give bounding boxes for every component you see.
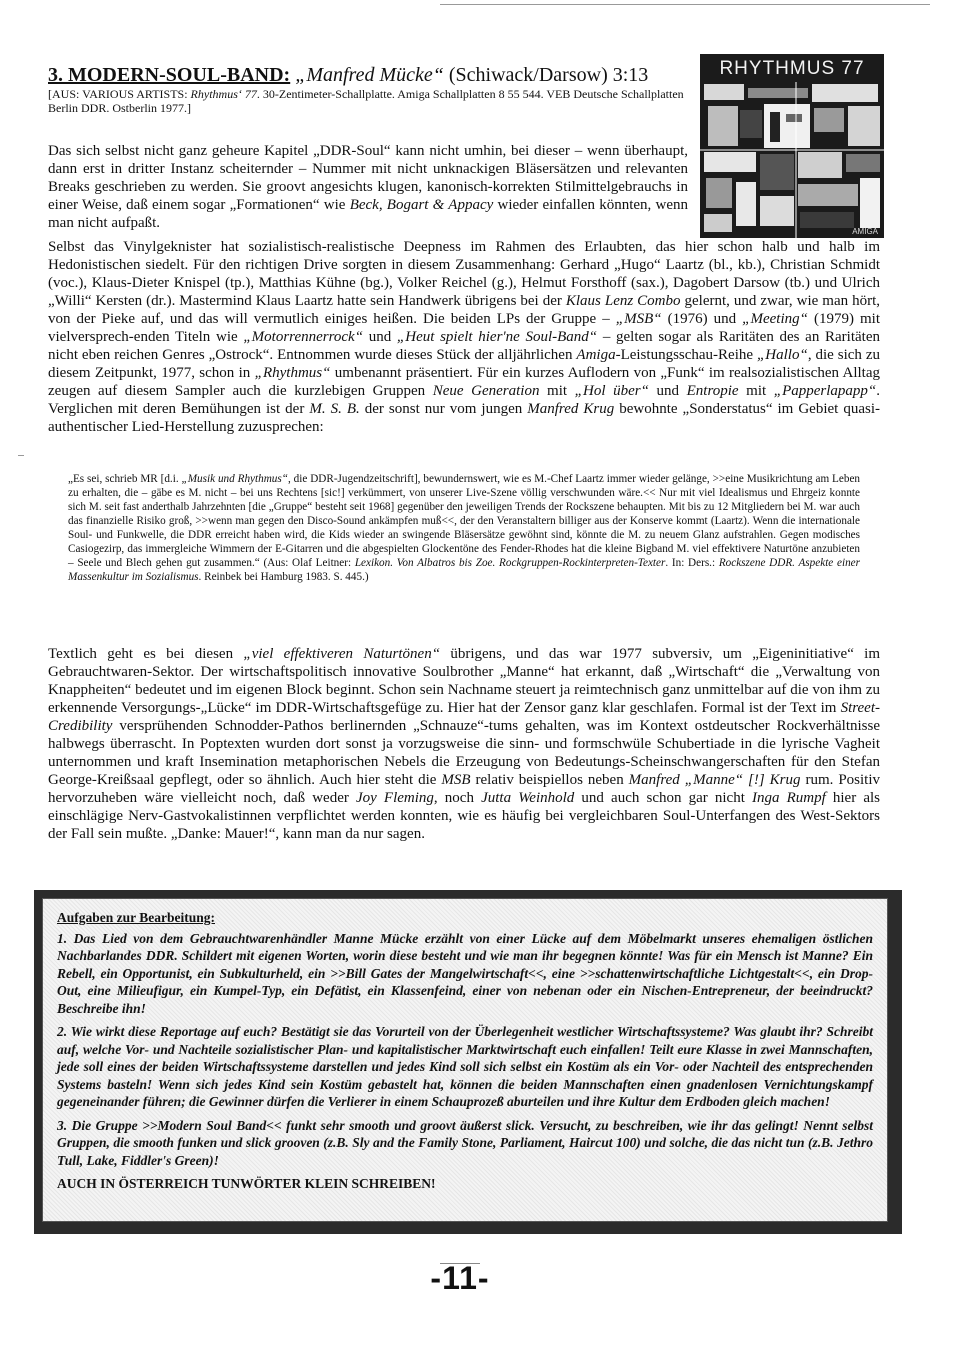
section-number: 3. MODERN-SOUL-BAND: [48,64,291,86]
song-credits: (Schiwack/Darsow) 3:13 [443,64,649,86]
top-rule [440,4,930,5]
tasks-title: Aufgaben zur Bearbeitung: [57,910,216,925]
paragraph-3: Textlich geht es bei diesen „viel effektiveren Naturtönen“ übrigens, und das war 1977 subversiv, um „Eigeninitiative“ im Gebrauchtwaren-Sektor. Der wirtschaftspolitisch innovative Soulbrother „Manne“ hat erkannt, daß „Wirtschaft“ die „Verwaltung von Knappheiten“ bedeutet und im eigenen Block beginnt. Schon sein Nachname steuert ja reimtechnisch ganz unmittelbar auf die von ihm zu erkennende Versorgungs-„Lücke“ im DDR-Wirtschaftsgefüge zu. Hier hat der Zensor ganz klar geschlafen. Formal ist der Text im Street-Credibility versprühenden Schnodder-Pathos berlinernden „Schnauze“-tums gehalten, was im Kontext ostdeutscher Rockverhältnisse halbwegs überrascht. In Poptexten wurden dort sonst ja vorzugsweise die sinn- und formschwüle Schubertiade in die lyrische Vagheit unternommen und kraft Insemination metaphorischen Nebels die Erzeugung von Bedeutungs-Scheinschwangerschaften für den Stefan George-Kreißsaal gepflegt, oder so ähnlich. Auch hier steht die MSB relativ beispiellos neben Manfred „Manne“ [!] Krug rum. Positiv hervorzuheben wäre vielleicht noch, daß weder Joy Fleming, noch Jutta Weinhold und auch schon gar nicht Inga Rumpf hier als einschlägige Nerv-Gastvokalistinnen verpflichtet werden konnten, wie es häufig bei vergleichbaren Soul-Unterfangen des West-Sektors der Fall sein mußte. „Danke: Mauer!“, kann man da nur sagen. [48,646,881,842]
tasks-content [57,909,873,1193]
paragraph-2: Selbst das Vinylgeknister hat sozialistisch-realistische Deepness im Rahmen des Erlaubten, das hier schon halb und halb im Hedonistischen siedelt. Für den richtigen Drive sorgten in diesem Zusammenhang: Gerhard „Hugo“ Laartz (bl., kb.), Christian Schmidt (voc.), Klaus-Dieter Knispel (tp.), Matthias Kühne (bg.), Volker Reichel (g.), Helmut Forsthoff (sax.), Dagobert Darsow (tb.) und Ulrich „Willi“ Kersten (dr.). Mastermind Klaus Laartz hatte sein Handwerk übrigens bei der Klaus Lenz Combo gelernt, und zwar, wie man hört, von der Pieke auf, und das will vermutlich einiges heißen. Die beiden LPs der Gruppe – „MSB“ (1976) und „Meeting“ (1979) mit vielversprech-enden Titeln wie „Motorrennerrock“ und „Heut spielt hier'ne Soul-Band“ – gelten sogar als Raritäten des an Raritäten nicht eben reichen Genres „Ostrock“. Entnommen wurde dieses Stück der alljährlichen Amiga-Leistungsschau-Reihe „Hallo“, die sich zu diesem Zeitpunkt, 1977, schon in „Rhythmus“ umbenannt präsentiert. Für ein kurzes Auflodern von „Funk“ im realsozialistischen Alltag zeugen auf diesem Sampler auch die kurzlebigen Gruppen Neue Generation mit „Hol über“ und Entropie mit „Papperlapapp“. Verglichen mit deren Bemühungen ist der M. S. B. der sonst nur vom jungen Manfred Krug bewohnte „Sonderstatus“ im Gebiet quasi-authentischer Lied-Herstellung zuzusprechen: [48,239,881,435]
task-3: 3. Die Gruppe >>Modern Soul Band<< funkt sehr smooth und groovt äußerst slick. Versucht, zu beschreiben, wie ihr das gelingt! Nennt selbst Gruppen, die smooth funken und slick grooven (z.B. Sly and the Family Stone, Parliament, Haircut 100) und solche, die das nicht tun (z.B. Jethro Tull, Lake, Fiddler's Green)! [57,1117,873,1168]
task-1: 1. Das Lied von dem Gebrauchtwarenhändler Manne Mücke erzählt von einer Lücke auf dem Möbelmarkt unseres ehemaligen östlichen Nachbarlandes DDR. Schildert mit eigenen Worten, worin diese besteht und wie man ihr begegnen könnte! Was für ein Mensch ist Manne? Ein Rebell, ein Opportunist, ein Subkulturheld, ein >>Bill Gates der Mangelwirtschaft<<, eine >>schattenwirtschaftliche Lichtgestalt<<, ein Drop-Out, eine Milieufigur, ein Kumpel-Typ, ein Defätist, ein Klassenfeind, einer von nebenan oder ein Nischen-Entrepreneur, der beeindruckt? Beschreibe ihn! [57,930,873,1016]
tasks-final-note: AUCH IN ÖSTERREICH TUNWÖRTER KLEIN SCHREIBEN! [57,1176,436,1191]
margin-mark [18,455,24,456]
album-cover-image [700,54,884,238]
song-title: „Manfred Mücke“ [295,64,444,86]
song-heading [48,64,688,86]
song-header [48,64,688,115]
paragraph-1: Das sich selbst nicht ganz geheure Kapitel „DDR-Soul“ kann nicht umhin, bei dieser – wenn überhaupt, dann erst in dritter Instanz scheiternder – Nummer mit nicht unknackigen Bläsersätzen und relevanten Breaks geschrieben zu werden. Sie groovt angesichts klugen, kanonisch-korrekten Stilmittelgebrauchs in einer Weise, daß einem sogar „Formationen“ wie Beck, Bogart & Appacy wieder einfallen könnten, wenn man nicht aufpaßt. [48,143,688,231]
record-source: [AUS: VARIOUS ARTISTS: Rhythmus‘ 77. 30-Zentimeter-Schallplatte. Amiga Schallplatten 8 55 544. VEB Deutsche Schallplatten Berlin DDR. Ostberlin 1977.] [48,87,684,115]
album-cover-art [700,54,884,238]
cover-title: RHYTHMUS 77 [719,58,865,79]
tasks-panel [42,898,888,1222]
page-number: -11- [430,1260,490,1296]
tasks-box [34,890,902,1234]
task-2: 2. Wie wirkt diese Reportage auf euch? Bestätigt sie das Vorurteil von der Überlegenheit westlicher Wirtschaftssysteme? Was glaubt ihr? Schreibt auf, welche Vor- und Nachteile sozialistischer Plan- und kapitalistischer Marktwirtschaft euch einfallen! Teilt eure Klasse in zwei Mannschaften, jede soll eines der beiden Wirtschaftssysteme darstellen und jedes Kind soll sich selbst ein Kostüm als ein Vor- oder Nachteil des entsprechenden Systems basteln! Wenn sich jedes Kind sein Kostüm gebastelt hat, können die beiden Mannschaften einen gnadenlosen Vernichtungskampf gegeneinander führen; die Gewinner dürfen die Verlierer in einem Schauprozeß aburteilen und ihre Kultur dem Erdboden gleich machen! [57,1024,873,1109]
block-quote: „Es sei, schrieb MR [d.i. „Musik und Rhythmus“, die DDR-Jugendzeitschrift], bewundernswert, wie es M.-Chef Laartz immer wieder gelänge, >>eine Musikrichtung am Leben zu erhalten, die – gäbe es M. nicht – bei uns Rechtens [sic!] verkümmert, von unserer Live-Szene völlig verschwunden wäre.<< Nur mit viel Idealismus und Ehrgeiz konnte sich M. seit fast anderthalb Jahrzehnten [die „Gruppe“ besteht seit 1968] gegenüber den jeweiligen Trends der Rockszene behaupten. Mit bis zu 12 Mitgliedern bei M. war auch das finanzielle Risiko groß, >>wenn man gegen den Disco-Sound ankämpfen muß<<, der den Veranstaltern billiger aus der Konserve kommt (Laartz). Wenn die internationale Soul- und Funkwelle, die DDR erreicht haben wird, die Kids wieder an swingende Bläsersätze gewöhnt sind, könnte die M. zu neuem Glanz aufstrahlen. Gegen modisches Casiogezirp, das immergleiche Wimmern der E-Gitarren und die abgespielten Glockentöne des Fender-Rhodes hat die kleine Bigband M. viel effektivere Naturtöne anzubieten – Seele und Blech gehen gut zusammen.“ (Aus: Olaf Leitner: Lexikon. Von Albatros bis Zoe. Rockgruppen-Rockinterpreten-Texter. In: Ders.: Rockszene DDR. Aspekte einer Massenkultur im Sozialismus. Reinbek bei Hamburg 1983. S. 445.) [68,473,860,583]
cover-signature: AMIGA [852,227,878,236]
